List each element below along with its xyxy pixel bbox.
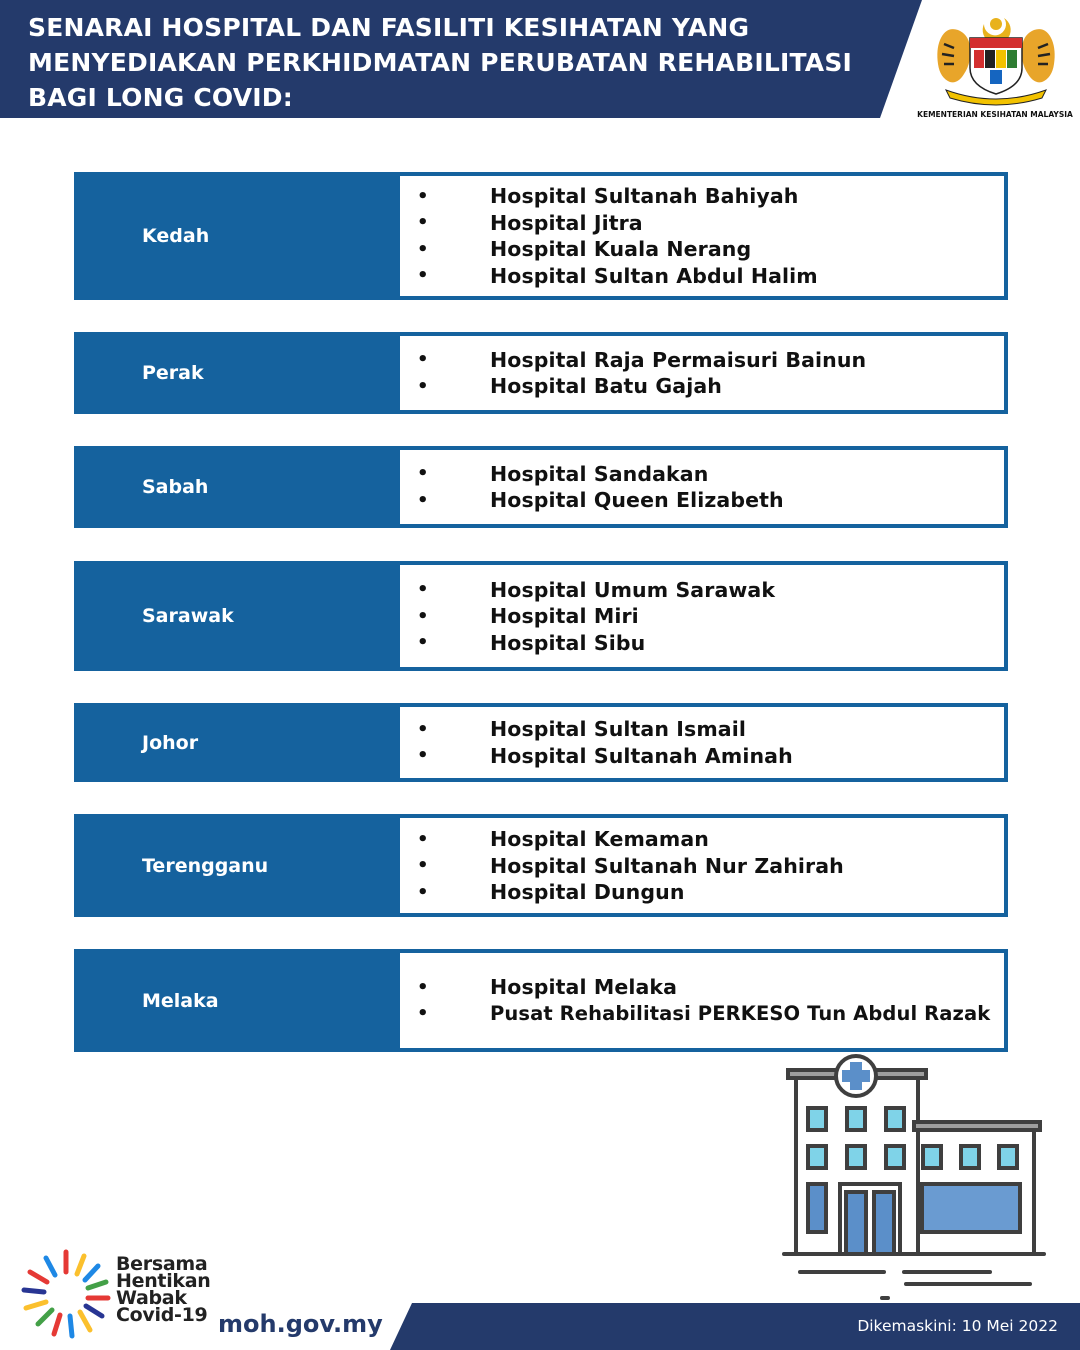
hospital-name: Hospital Sultanah Bahiyah [490, 184, 799, 209]
list-item [400, 576, 1004, 603]
hospital-name: Hospital Kemaman [490, 827, 709, 851]
state-box [74, 172, 400, 300]
state-row-sarawak [74, 561, 1008, 671]
state-row-terengganu [74, 814, 1008, 917]
bullet-icon: • [417, 745, 429, 767]
bullet-icon: • [417, 349, 429, 371]
list-item [400, 210, 1004, 237]
campaign-line-2: Hentikan [116, 1270, 211, 1292]
state-box [74, 814, 400, 917]
hospital-list [396, 703, 1008, 782]
hospital-list [396, 561, 1008, 671]
list-item [400, 852, 1004, 879]
bullet-icon: • [417, 463, 429, 485]
bullet-icon: • [417, 579, 429, 600]
state-box [74, 332, 400, 414]
bullet-icon: • [417, 718, 429, 740]
hospital-list [396, 446, 1008, 528]
list-item [400, 879, 1004, 906]
list-item [400, 461, 1004, 488]
list-item [400, 826, 1004, 853]
hospital-list [396, 814, 1008, 917]
title-line-2: MENYEDIAKAN PERKHIDMATAN PERUBATAN REHABILITASI [28, 48, 853, 77]
bullet-icon: • [417, 881, 429, 903]
last-updated-date: Dikemaskini: 10 Mei 2022 [857, 1317, 1058, 1335]
hospital-name: Hospital Melaka [490, 975, 678, 1000]
campaign-sunburst-logo-icon [20, 1248, 112, 1340]
state-box [74, 949, 400, 1052]
hospital-list [396, 949, 1008, 1052]
campaign-line-1: Bersama [116, 1253, 208, 1275]
state-row-perak [74, 332, 1008, 414]
list-item [400, 347, 1004, 374]
bullet-icon: • [417, 185, 429, 207]
title-line-1: SENARAI HOSPITAL DAN FASILITI KESIHATAN YANG [28, 13, 750, 42]
list-item [400, 716, 1004, 743]
list-item [400, 373, 1004, 400]
hospital-name: Hospital Sultan Abdul Halim [490, 263, 818, 288]
bullet-icon: • [417, 1003, 429, 1025]
list-item [400, 236, 1004, 263]
list-item [400, 743, 1004, 770]
state-label: Kedah [142, 225, 210, 247]
page-title [28, 10, 888, 115]
hospital-name: Hospital Sultanah Aminah [490, 743, 793, 768]
list-item [400, 974, 1004, 1001]
hospital-building-icon [780, 1052, 1050, 1302]
list-item [400, 263, 1004, 290]
bullet-icon: • [417, 489, 429, 511]
bullet-icon: • [417, 265, 429, 287]
list-item [400, 629, 1004, 656]
hospital-name: Hospital Kuala Nerang [490, 237, 752, 262]
state-label: Melaka [142, 989, 219, 1012]
state-label: Sabah [142, 476, 209, 498]
hospital-name: Hospital Raja Permaisuri Bainun [490, 347, 867, 372]
bullet-icon: • [417, 375, 429, 397]
bullet-icon: • [417, 855, 429, 876]
hospital-name: Hospital Dungun [490, 880, 685, 904]
state-row-melaka [74, 949, 1008, 1052]
state-label: Perak [142, 362, 204, 384]
campaign-line-3: Wabak [116, 1287, 187, 1309]
state-box [74, 446, 400, 528]
hospital-list [396, 172, 1008, 300]
hospital-name: Hospital Miri [490, 604, 639, 628]
state-row-sabah [74, 446, 1008, 528]
title-line-3: BAGI LONG COVID: [28, 83, 293, 112]
state-label: Johor [142, 731, 199, 754]
list-item [400, 603, 1004, 630]
hospital-name: Hospital Sultanah Nur Zahirah [490, 853, 844, 878]
hospital-name: Hospital Batu Gajah [490, 374, 722, 399]
hospital-name: Pusat Rehabilitasi PERKESO Tun Abdul Razak [490, 1002, 991, 1026]
campaign-line-4: Covid-19 [116, 1304, 208, 1326]
list-item [400, 487, 1004, 514]
bullet-icon: • [417, 238, 429, 260]
list-item [400, 1001, 1004, 1028]
state-box [74, 703, 400, 782]
hospital-name: Hospital Sibu [490, 630, 646, 655]
list-item [400, 183, 1004, 210]
ministry-name: KEMENTERIAN KESIHATAN MALAYSIA [917, 110, 1073, 119]
hospital-list [396, 332, 1008, 414]
hospital-name: Hospital Umum Sarawak [490, 577, 776, 602]
bullet-icon: • [417, 632, 429, 653]
state-row-kedah [74, 172, 1008, 300]
hospital-name: Hospital Sandakan [490, 461, 709, 486]
state-box [74, 561, 400, 671]
bullet-icon: • [417, 212, 429, 234]
hospital-name: Hospital Sultan Ismail [490, 717, 746, 742]
malaysia-coat-of-arms-icon [932, 10, 1060, 110]
hospital-name: Hospital Jitra [490, 210, 643, 235]
state-label: Terengganu [142, 854, 269, 877]
state-row-johor [74, 703, 1008, 782]
bullet-icon: • [417, 976, 429, 998]
campaign-slogan [116, 1253, 211, 1326]
bullet-icon: • [417, 605, 429, 627]
state-label: Sarawak [142, 605, 234, 627]
hospital-name: Hospital Queen Elizabeth [490, 488, 784, 513]
website-link[interactable]: moh.gov.my [218, 1310, 383, 1338]
bullet-icon: • [417, 828, 429, 850]
